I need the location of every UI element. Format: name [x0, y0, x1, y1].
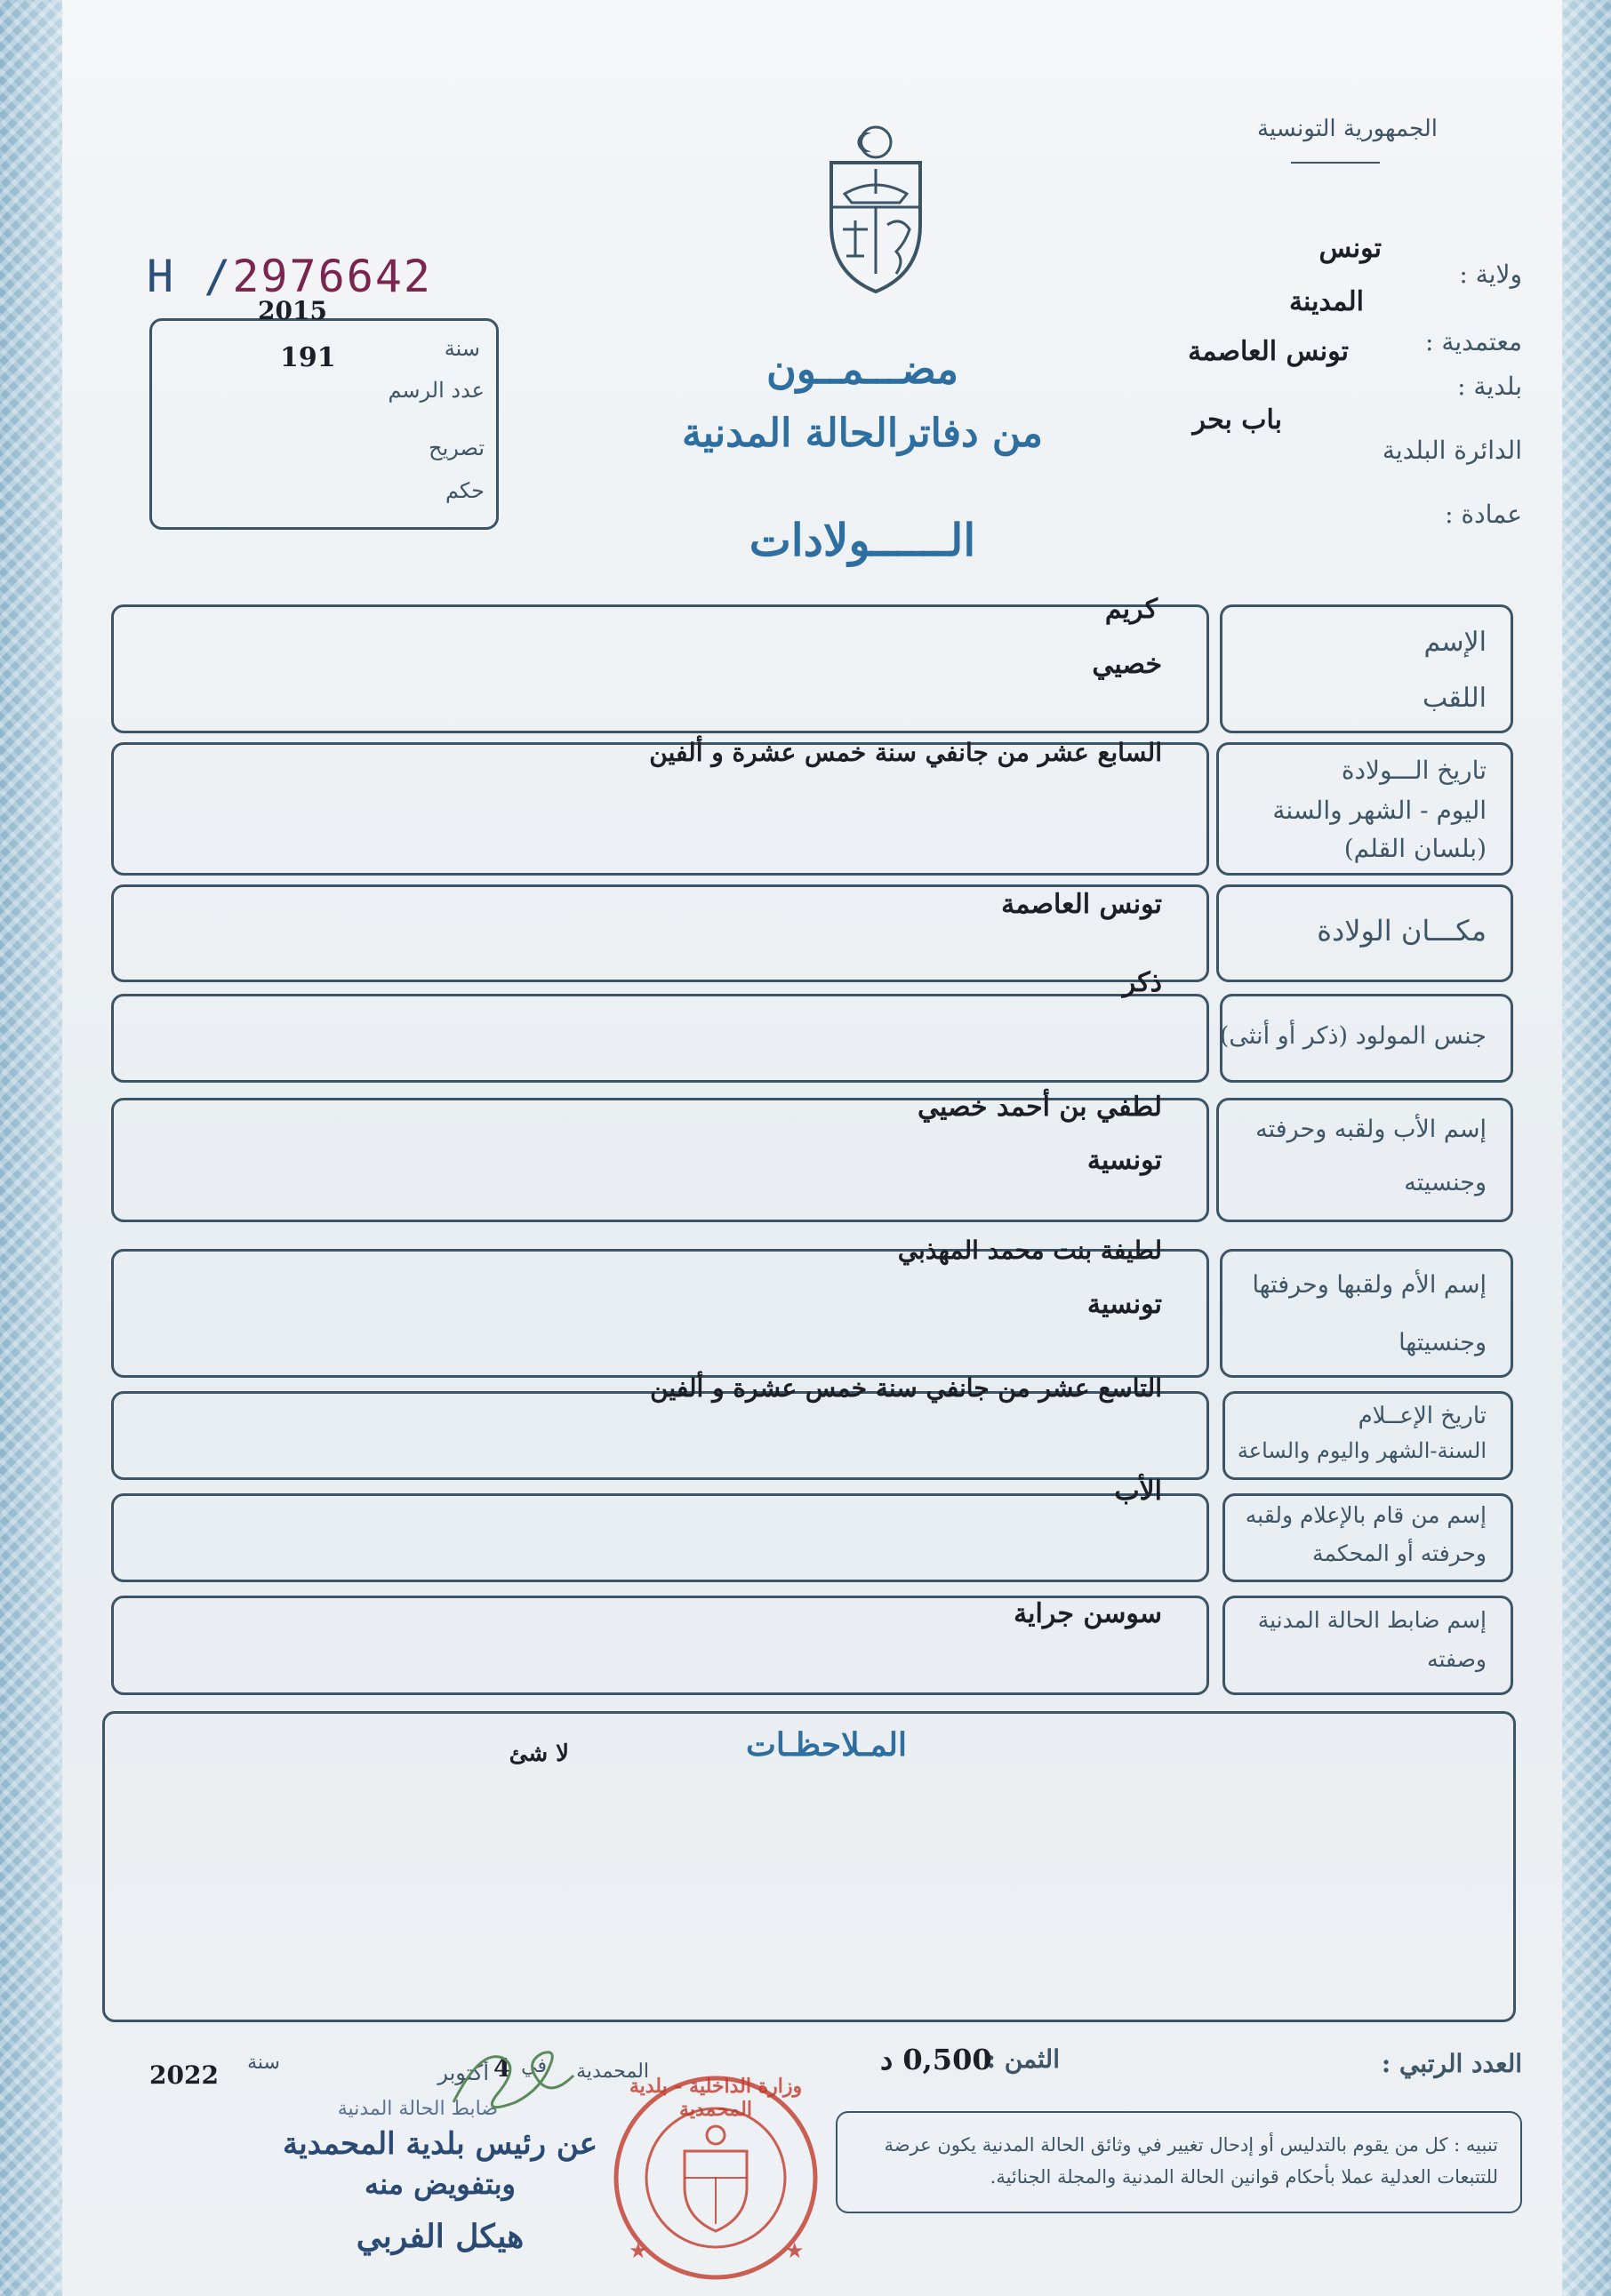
svg-text:★: ★ [629, 2238, 648, 2263]
row-mother-value-box [111, 1249, 1209, 1378]
footer-date-prefix: في [521, 2055, 547, 2077]
footer-day: 4 [493, 2053, 511, 2083]
stamp-line1: عن رئيس بلدية المحمدية [282, 2126, 598, 2162]
municipal-seal-icon [609, 2071, 822, 2284]
registry-declaration-label: تصريح [429, 436, 485, 460]
baladiya-value: تونس العاصمة [1188, 336, 1349, 367]
footer-price-value: 0,500 د [880, 2043, 992, 2076]
row-birthdate-label-3: (بلسان القلم) [1343, 834, 1487, 863]
republic-title: الجمهورية التونسية [1256, 116, 1438, 142]
stamp-caption: ضابط الحالة المدنية [337, 2098, 498, 2120]
row-name-label-box [1220, 604, 1513, 733]
coat-of-arms-icon [818, 123, 934, 296]
footer-price-label: الثمن : [986, 2044, 1060, 2074]
row-declaration-label-2: السنة-الشهر واليوم والساعة [1237, 1438, 1487, 1463]
section-title: الــــــولادات [749, 514, 976, 566]
row-mother-value-2: تونسية [1086, 1289, 1162, 1320]
row-mother-value-1: لطيفة بنت محمد المهذبي [897, 1236, 1162, 1265]
row-mother-label-1: إسم الأم ولقبها وحرفتها [1252, 1271, 1487, 1299]
title-line2: من دفاترالحالة المدنية [682, 411, 1043, 456]
row-birthdate-value: السابع عشر من جانفي سنة خمس عشرة و ألفين [649, 738, 1162, 767]
row-sex-value-box [111, 994, 1209, 1083]
registry-year-label: سنة [444, 336, 480, 361]
title-line1: مضـــمــون [765, 345, 959, 393]
republic-divider [1291, 162, 1380, 164]
row-name-value-1: كريم [1104, 594, 1158, 625]
row-declaration-value: التاسع عشر من جانفي سنة خمس عشرة و ألفين [650, 1373, 1162, 1403]
row-declarant-label-2: وحرفته أو المحكمة [1312, 1540, 1487, 1566]
row-declarant-value: الأب [1114, 1476, 1162, 1507]
daira-value: باب بحر [1192, 404, 1282, 436]
row-sex-label: جنس المولود (ذكر أو أنثى) [1219, 1022, 1487, 1050]
registry-number-value: 191 [280, 342, 336, 373]
registry-judgment-label: حكم [445, 478, 485, 503]
stamp-name: هيكل الفربي [356, 2218, 525, 2255]
row-father-value-2: تونسية [1086, 1145, 1162, 1176]
mutamadiya-value: المدينة [1288, 286, 1364, 317]
row-father-label-2: وجنسيته [1404, 1169, 1487, 1196]
mutamadiya-label: معتمدية : [1425, 327, 1522, 356]
signature-icon [445, 2031, 578, 2129]
row-mother-label-box [1220, 1249, 1513, 1378]
row-declaration-label-1: تاريخ الإعــلام [1358, 1403, 1487, 1429]
row-registrar-label-1: إسم ضابط الحالة المدنية [1257, 1607, 1487, 1633]
serial-number [147, 251, 432, 302]
registry-year-value: 2015 [258, 296, 327, 325]
footer-year-value: 2022 [149, 2060, 219, 2090]
row-declarant-value-box [111, 1493, 1209, 1582]
baladiya-label: بلدية : [1457, 372, 1522, 401]
row-name-label-1: الإسم [1423, 627, 1487, 658]
footer-month: أكتوبر [437, 2060, 489, 2085]
daira-label: الدائرة البلدية [1382, 436, 1522, 465]
row-registrar-value: سوسن جراية [1014, 1598, 1162, 1629]
row-name-label-2: اللقب [1422, 683, 1487, 714]
wilaya-value: تونس [1318, 233, 1382, 264]
seal-text: وزارة الداخلية - بلدية المحمدية [629, 2075, 803, 2121]
stamp-line2: وبتفويض منه [365, 2167, 516, 2201]
row-name-value-2: خصيي [1092, 649, 1162, 680]
footer-serial-label: العدد الرتبي : [1381, 2049, 1522, 2078]
svg-text:★: ★ [785, 2238, 805, 2263]
wilaya-label: ولاية : [1459, 260, 1522, 289]
row-declarant-label-1: إسم من قام بالإعلام ولقبه [1245, 1502, 1487, 1528]
imada-label: عمادة : [1445, 500, 1522, 529]
row-birthdate-label-2: اليوم - الشهر والسنة [1272, 796, 1487, 825]
remarks-value: لا شئ [509, 1740, 569, 1767]
row-father-label-1: إسم الأب ولقبه وحرفته [1255, 1116, 1487, 1143]
footer-place: المحمدية [576, 2060, 649, 2083]
row-birthdate-label-1: تاريخ الـــولادة [1341, 756, 1487, 785]
notice-text: تنبيه : كل من يقوم بالتدليس أو إدحال تغيير في وثائق الحالة المدنية يكون عرضة للتتبعات العدلية عملا بأحكام قوانين الحالة المدنية والمجلة الجنائية. [884, 2134, 1498, 2188]
row-declaration-value-box [111, 1391, 1209, 1480]
remarks-label: المـلاحظـات [745, 1726, 907, 1764]
serial-prefix: H / [147, 251, 233, 302]
registry-number-label: عدد الرسم [388, 378, 485, 403]
row-mother-label-2: وجنسيتها [1399, 1329, 1487, 1356]
serial-digits: 2976642 [232, 251, 433, 302]
footer-year-label: سنة [247, 2052, 280, 2074]
row-birthplace-value: تونس العاصمة [1001, 889, 1162, 920]
row-name-value-box [111, 604, 1209, 733]
row-sex-value: ذكر [1122, 967, 1162, 998]
row-registrar-label-2: وصفته [1427, 1646, 1487, 1672]
row-birthplace-label: مكـــان الولادة [1317, 914, 1487, 948]
row-father-value-1: لطفي بن أحمد خصيي [917, 1092, 1162, 1123]
